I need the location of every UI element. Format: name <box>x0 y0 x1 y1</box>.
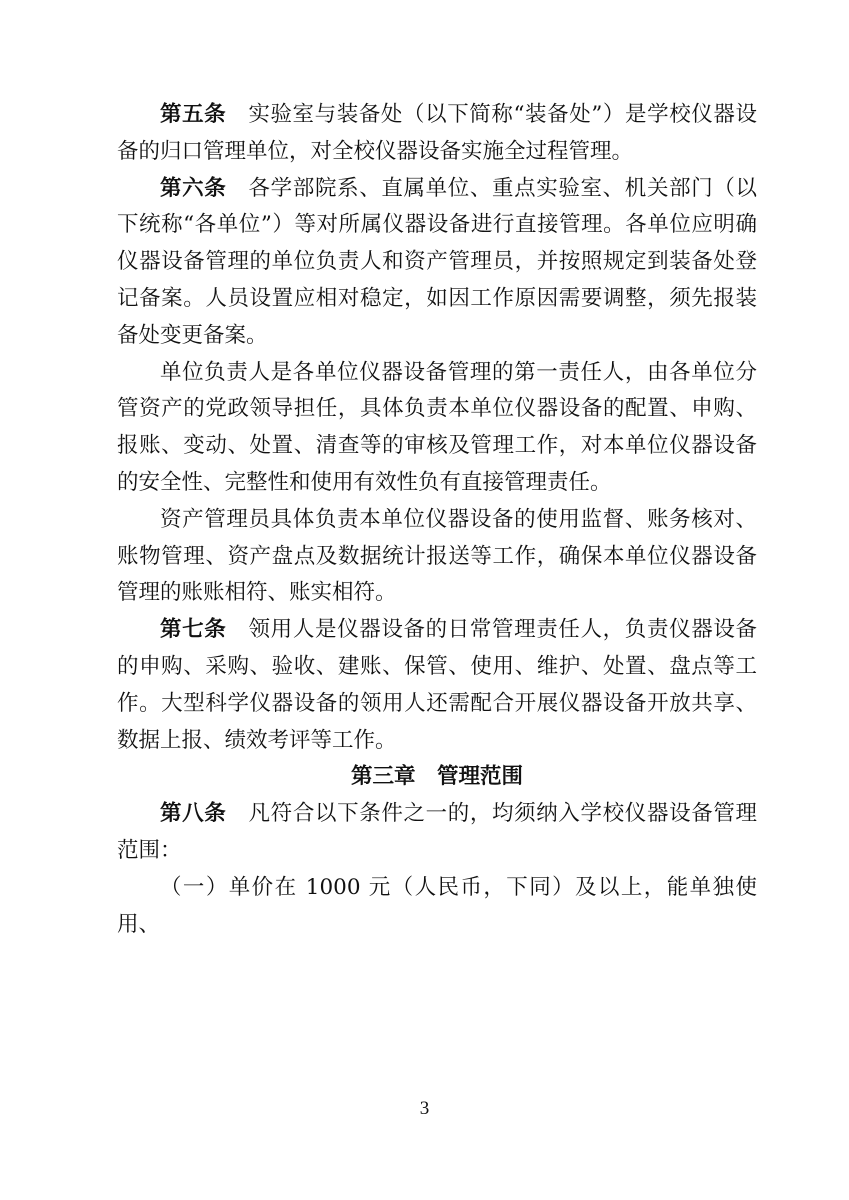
paragraph <box>117 502 757 612</box>
article-label: 第八条 <box>160 801 227 827</box>
page-number: 3 <box>419 1098 430 1119</box>
paragraph-text: 单位负责人是各单位仪器设备管理的第一责任人，由各单位分管资产的党政领导担任，具体负责本单位仪器设备的配置、申购、报账、变动、处置、清查等的审核及管理工作，对本单位仪器设备的安全性、完整性和使用有效性负有直接管理责任。 <box>117 359 757 495</box>
article-5 <box>117 97 757 171</box>
article-label: 第六条 <box>160 175 227 201</box>
paragraph-text: 资产管理员具体负责本单位仪器设备的使用监督、账务核对、账物管理、资产盘点及数据统计报送等工作，确保本单位仪器设备管理的账账相符、账实相符。 <box>117 506 757 606</box>
article-label: 第七条 <box>160 617 227 643</box>
list-item-text: （一）单价在 1000 元（人民币，下同）及以上，能单独使用、 <box>117 874 757 937</box>
article-7 <box>117 612 757 759</box>
article-8 <box>117 796 757 870</box>
article-text: 领用人是仪器设备的日常管理责任人，负责仪器设备的申购、采购、验收、建账、保管、使用、维护、处置、盘点等工作。大型科学仪器设备的领用人还需配合开展仪器设备开放共享、数据上报、绩效考评等工作。 <box>117 617 757 753</box>
list-item <box>117 870 757 944</box>
paragraph <box>117 355 757 502</box>
article-text: 各学部院系、直属单位、重点实验室、机关部门（以下统称“各单位”）等对所属仪器设备进行直接管理。各单位应明确仪器设备管理的单位负责人和资产管理员，并按照规定到装备处登记备案。人员设置应相对稳定，如因工作原因需要调整，须先报装备处变更备案。 <box>117 175 757 348</box>
article-label: 第五条 <box>160 102 227 127</box>
chapter-heading: 第三章 管理范围 <box>350 764 523 790</box>
article-6 <box>117 171 757 355</box>
article-text: 实验室与装备处（以下简称“装备处”）是学校仪器设备的归口管理单位，对全校仪器设备实施全过程管理。 <box>117 102 757 164</box>
article-text: 凡符合以下条件之一的，均须纳入学校仪器设备管理范围： <box>117 801 757 863</box>
body-text <box>117 97 757 943</box>
